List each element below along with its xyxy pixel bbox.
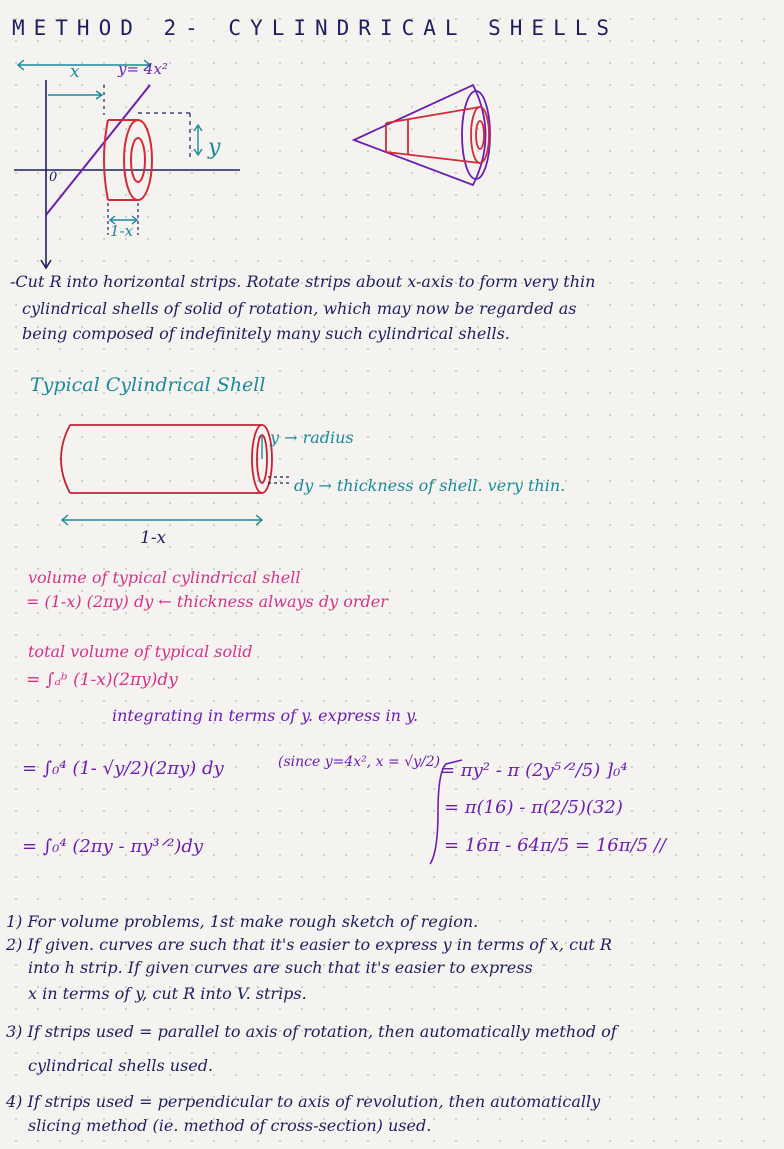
integral-since-note: (since y=4x², x = √y/2)	[278, 754, 441, 770]
total-volume-formula: = ∫ₐᵇ (1-x)(2πy)dy	[26, 670, 178, 690]
note-2-line-2: into h strip. If given curves are such that it's easier to express	[28, 958, 533, 977]
volume-shell-formula: = (1-x) (2πy) dy ← thickness always dy order	[26, 592, 388, 611]
total-volume-note: integrating in terms of y. express in y.	[112, 706, 419, 725]
page-title: METHOD 2- CYLINDRICAL SHELLS	[12, 16, 619, 40]
intro-line-2: cylindrical shells of solid of rotation, which may now be regarded as	[22, 299, 577, 318]
origin-label: 0	[49, 170, 58, 185]
total-volume-heading: total volume of typical solid	[28, 642, 253, 661]
eval-line-2: = π(16) - π(2/5)(32)	[444, 797, 623, 818]
note-4-line-1: 4) If strips used = perpendicular to axis of revolution, then automatically	[6, 1092, 601, 1111]
intro-line-1: -Cut R into horizontal strips. Rotate strips about x-axis to form very thin	[10, 272, 596, 291]
radius-label: y → radius	[270, 428, 354, 447]
typical-shell-drawing	[40, 415, 290, 545]
note-3-line-2: cylindrical shells used.	[28, 1056, 214, 1075]
y-label: y	[208, 135, 221, 160]
note-4-line-2: slicing method (ie. method of cross-section) used.	[28, 1116, 432, 1135]
volume-shell-heading: volume of typical cylindrical shell	[28, 568, 301, 587]
note-2-line-3: x in terms of y, cut R into V. strips.	[28, 984, 307, 1003]
curve-label: y= 4x²	[118, 60, 168, 78]
note-1: 1) For volume problems, 1st make rough sketch of region.	[6, 912, 479, 931]
eval-line-1: = πy² - π (2y⁵ᐟ²/5) ]₀⁴	[440, 760, 628, 781]
typical-shell-heading: Typical Cylindrical Shell	[30, 374, 266, 396]
integral-line-2: = ∫₀⁴ (2πy - πy³ᐟ²)dy	[22, 836, 204, 857]
note-2-line-1: 2) If given. curves are such that it's easier to express y in terms of x, cut R	[6, 935, 612, 954]
intro-line-3: being composed of indefinitely many such cylindrical shells.	[22, 324, 510, 343]
eval-line-3: = 16π - 64π/5 = 16π/5 //	[444, 835, 666, 856]
cone-sketch	[348, 80, 508, 190]
integral-line-1: = ∫₀⁴ (1- √y/2)(2πy) dy	[22, 758, 224, 779]
x-label: x	[70, 62, 80, 82]
shell-length-label: 1-x	[140, 528, 167, 548]
width-label: 1-x	[110, 222, 134, 240]
note-3-line-1: 3) If strips used = parallel to axis of rotation, then automatically method of	[6, 1022, 617, 1041]
region-sketch	[0, 45, 260, 275]
thickness-label: dy → thickness of shell. very thin.	[294, 476, 566, 495]
